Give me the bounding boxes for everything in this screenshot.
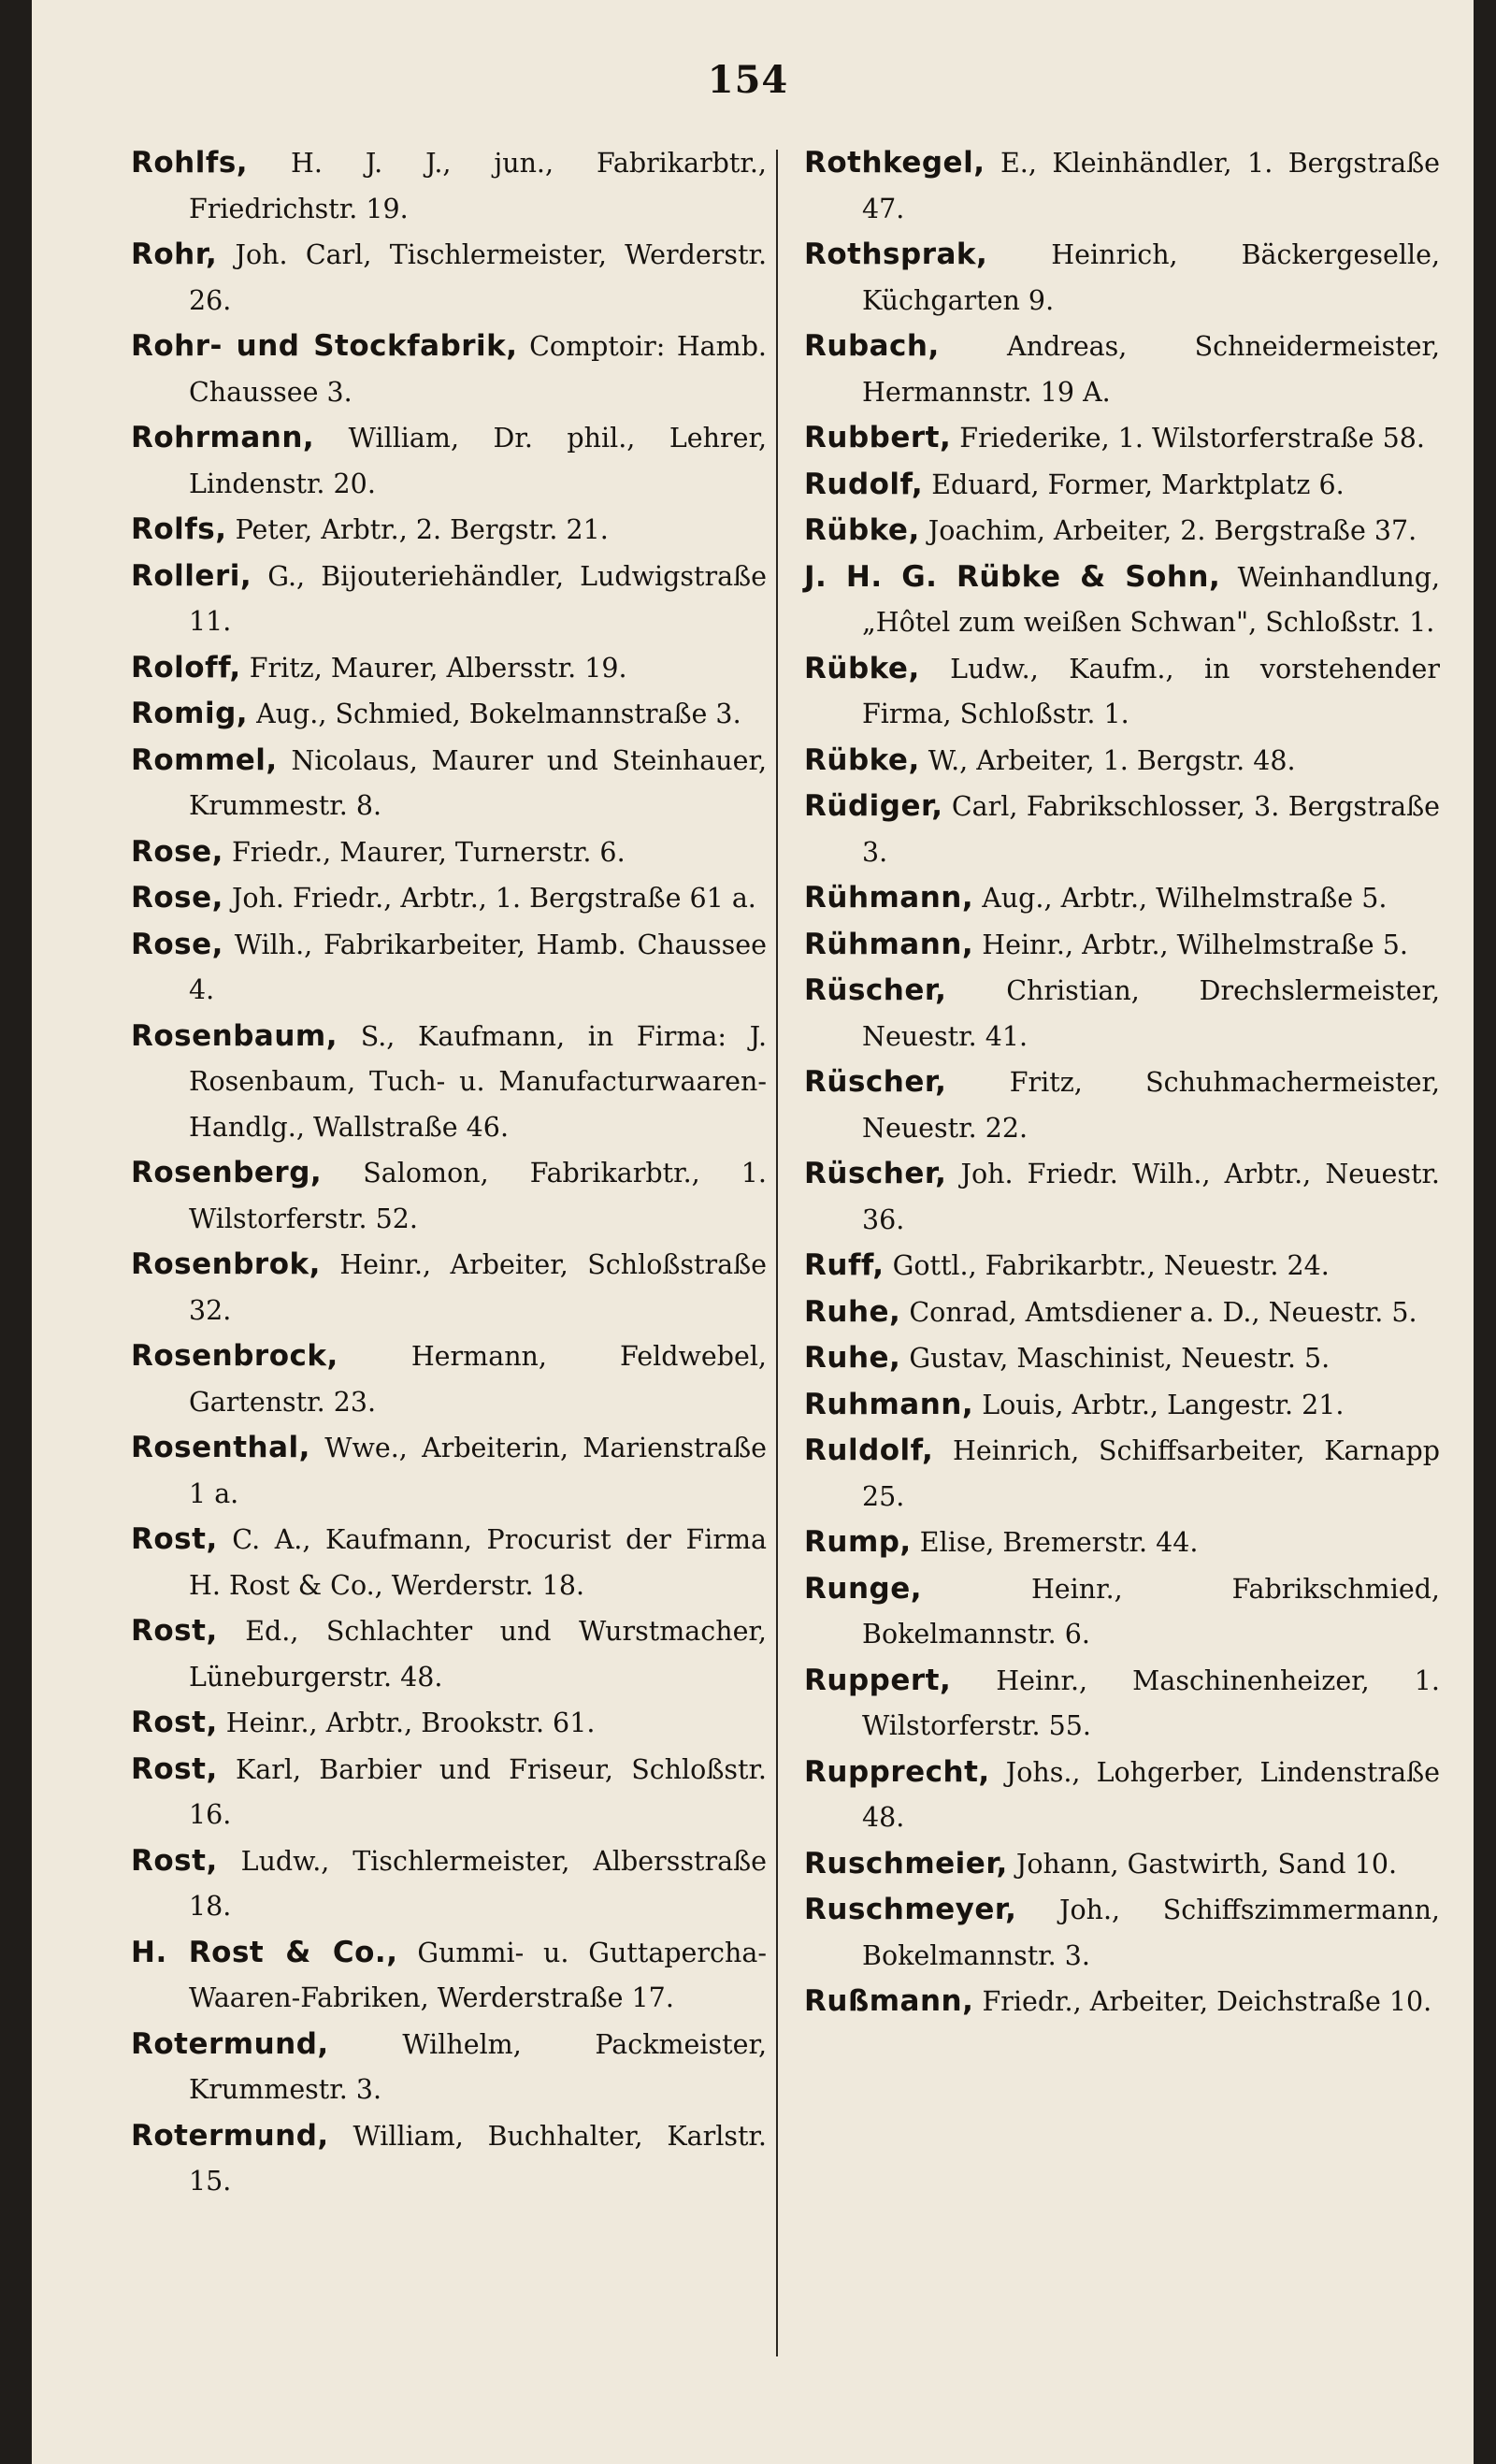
directory-entry — [804, 1335, 1440, 1382]
entry-name: Ruff, — [804, 1248, 885, 1282]
entry-name: Rubbert, — [804, 421, 952, 454]
entry-details: Wwe., Arbeiterin, Marienstraße 1 a. — [189, 1433, 767, 1509]
entry-name: Roloff, — [131, 650, 241, 684]
entry-details: Aug., Schmied, Bokelmannstraße 3. — [256, 699, 741, 729]
entry-name: Rohr, — [131, 238, 218, 271]
directory-entry — [804, 232, 1440, 324]
entry-details: Johann, Gastwirth, Sand 10. — [1015, 1848, 1398, 1880]
directory-entry — [804, 324, 1440, 415]
entry-details: Peter, Arbtr., 2. Bergstr. 21. — [235, 514, 609, 545]
entry-details: Joh. Carl, Tischlermeister, Werderstr. 26. — [189, 239, 767, 316]
entry-name: Rose, — [131, 927, 223, 961]
directory-entry — [804, 1243, 1440, 1290]
entry-details: Gustav, Maschinist, Neuestr. 5. — [909, 1343, 1331, 1374]
entry-details: William, Buchhalter, Karlstr. 15. — [189, 2120, 767, 2197]
directory-entry — [131, 691, 767, 738]
directory-entry — [804, 1750, 1440, 1841]
entry-name: Runge, — [804, 1571, 923, 1606]
left-column — [131, 140, 767, 2205]
directory-entry — [804, 1979, 1440, 2025]
entry-name: Rothkegel, — [804, 146, 985, 180]
directory-entry — [131, 415, 767, 507]
directory-entry — [804, 1566, 1440, 1658]
right-column — [804, 140, 1440, 2025]
entry-name: Rosenbrok, — [131, 1247, 321, 1281]
entry-name: Rost, — [131, 1706, 218, 1739]
entry-name: Rühmann, — [804, 927, 974, 961]
directory-entry — [804, 1658, 1440, 1750]
entry-details: Aug., Arbtr., Wilhelmstraße 5. — [982, 883, 1388, 914]
entry-details: Carl, Fabrikschlosser, 3. Bergstraße 3. — [862, 791, 1440, 868]
entry-details: Christian, Drechslermeister, Neuestr. 41. — [862, 975, 1441, 1052]
directory-entry — [131, 140, 767, 232]
directory-entry — [131, 1700, 767, 1747]
directory-entry — [804, 1290, 1440, 1336]
entry-name: Rohrmann, — [131, 421, 315, 454]
entry-details: S., Kaufmann, in Firma: J. Rosenbaum, Tuch- u. Manufacturwaaren-Handlg., Wallstraße 46. — [189, 1020, 768, 1143]
directory-entry — [804, 1841, 1440, 1888]
page-number: 154 — [707, 58, 789, 102]
entry-details: Gottl., Fabrikarbtr., Neuestr. 24. — [892, 1250, 1330, 1281]
entry-name: Rost, — [131, 1614, 218, 1648]
entry-details: Wilh., Fabrikarbeiter, Hamb. Chaussee 4. — [189, 929, 767, 1005]
entry-details: Fritz, Maurer, Albersstr. 19. — [249, 652, 627, 684]
entry-name: Ruhe, — [804, 1341, 901, 1375]
entry-name: Ruschmeyer, — [804, 1893, 1017, 1926]
entry-name: Rommel, — [131, 742, 278, 777]
entry-name: Rost, — [131, 1843, 218, 1878]
entry-details: Joh. Friedr. Wilh., Arbtr., Neuestr. 36. — [862, 1159, 1440, 1235]
entry-details: Heinr., Arbtr., Wilhelmstraße 5. — [982, 929, 1408, 960]
entry-name: Rolfs, — [131, 512, 227, 546]
directory-entry — [131, 1747, 767, 1838]
entry-details: Salomon, Fabrikarbtr., 1. Wilstorferstr. 52. — [189, 1158, 767, 1234]
entry-name: Rotermund, — [131, 2026, 329, 2061]
entry-details: Heinr., Arbeiter, Schloßstraße 32. — [189, 1249, 767, 1326]
directory-entry — [804, 415, 1440, 462]
entry-details: Johs., Lohgerber, Lindenstraße 48. — [862, 1756, 1440, 1833]
directory-entry — [131, 1333, 767, 1425]
directory-entry — [131, 2113, 767, 2205]
entry-name: Rübke, — [804, 742, 920, 777]
entry-details: Ludw., Tischlermeister, Albersstraße 18. — [189, 1845, 767, 1922]
entry-details: Andreas, Schneidermeister, Hermannstr. 19 A. — [862, 331, 1441, 408]
entry-details: Wilhelm, Packmeister, Krummestr. 3. — [189, 2028, 767, 2105]
entry-details: Eduard, Former, Marktplatz 6. — [931, 468, 1345, 500]
directory-entry — [131, 554, 767, 645]
directory-entry — [804, 508, 1440, 555]
entry-name: Ruschmeier, — [804, 1846, 1008, 1880]
directory-entry — [131, 324, 767, 415]
entry-name: Rolleri, — [131, 558, 252, 593]
entry-details: Heinr., Arbtr., Brookstr. 61. — [225, 1708, 596, 1738]
entry-name: Rump, — [804, 1525, 912, 1559]
entry-name: Rotermund, — [131, 2118, 329, 2153]
directory-entry — [131, 1517, 767, 1608]
directory-entry — [804, 1151, 1440, 1243]
directory-entry — [131, 1242, 767, 1333]
directory-entry — [804, 1382, 1440, 1429]
directory-entry — [131, 1425, 767, 1517]
entry-name: Ruhmann, — [804, 1387, 974, 1421]
directory-entry — [131, 1608, 767, 1700]
entry-name: Rose, — [131, 881, 223, 915]
entry-name: Rudolf, — [804, 467, 924, 501]
directory-entry — [804, 462, 1440, 509]
entry-details: Joh. Friedr., Arbtr., 1. Bergstraße 61 a. — [231, 883, 756, 914]
entry-details: W., Arbeiter, 1. Bergstr. 48. — [928, 744, 1296, 776]
directory-entry — [804, 646, 1440, 738]
entry-details: Friederike, 1. Wilstorferstraße 58. — [959, 423, 1425, 454]
entry-name: Romig, — [131, 697, 249, 730]
entry-name: Rohr- und Stockfabrik, — [131, 329, 518, 363]
entry-name: Rost, — [131, 1751, 218, 1786]
entry-details: Karl, Barbier und Friseur, Schloßstr. 16. — [189, 1753, 767, 1830]
entry-details: C. A., Kaufmann, Procurist der Firma H. Rost & Co., Werderstr. 18. — [189, 1524, 767, 1601]
entry-name: Rubach, — [804, 329, 940, 363]
entry-details: Ludw., Kaufm., in vorstehender Firma, Schloßstr. 1. — [862, 653, 1440, 729]
entry-name: Rost, — [131, 1522, 218, 1556]
entry-name: Ruppert, — [804, 1663, 952, 1697]
entry-details: Gummi- u. Guttapercha-Waaren-Fabriken, Werderstraße 17. — [189, 1937, 767, 2013]
directory-entry — [131, 645, 767, 692]
entry-details: Hermann, Feldwebel, Gartenstr. 23. — [189, 1341, 767, 1418]
directory-entry — [804, 738, 1440, 785]
entry-details: Joachim, Arbeiter, 2. Bergstraße 37. — [928, 515, 1417, 546]
entry-name: Rosenthal, — [131, 1431, 310, 1464]
entry-name: Rübke, — [804, 651, 920, 685]
directory-entry — [804, 784, 1440, 875]
scan-edge-right — [1474, 0, 1496, 2464]
directory-entry — [131, 1838, 767, 1930]
directory-entry — [131, 507, 767, 554]
entry-details: Elise, Bremerstr. 44. — [919, 1527, 1199, 1558]
directory-entry — [804, 1428, 1440, 1520]
entry-name: Rothsprak, — [804, 238, 988, 271]
directory-entry — [131, 1930, 767, 2022]
entry-details: G., Bijouteriehändler, Ludwigstraße 11. — [189, 560, 767, 637]
entry-name: Rüscher, — [804, 1065, 947, 1099]
scan-edge-left — [0, 0, 32, 2464]
entry-name: Rußmann, — [804, 1984, 974, 2018]
entry-details: Heinrich, Schiffsarbeiter, Karnapp 25. — [862, 1435, 1440, 1512]
directory-entry — [804, 875, 1440, 922]
entry-details: William, Dr. phil., Lehrer, Lindenstr. 20. — [189, 423, 768, 499]
entry-name: Rose, — [131, 834, 223, 869]
entry-details: Friedr., Maurer, Turnerstr. 6. — [231, 836, 626, 868]
entry-name: Ruldolf, — [804, 1434, 934, 1467]
entry-details: Comptoir: Hamb. Chaussee 3. — [189, 331, 767, 408]
entry-name: Rosenbrock, — [131, 1339, 338, 1373]
directory-entry — [804, 1520, 1440, 1566]
entry-name: Rosenberg, — [131, 1156, 323, 1189]
entry-details: Joh., Schiffszimmermann, Bokelmannstr. 3. — [862, 1895, 1440, 1971]
directory-entry — [804, 140, 1440, 232]
directory-entry — [131, 829, 767, 876]
column-divider — [776, 150, 778, 2356]
entry-name: Ruhe, — [804, 1294, 901, 1329]
entry-details: Heinr., Fabrikschmied, Bokelmannstr. 6. — [862, 1573, 1440, 1650]
directory-entry — [131, 1014, 767, 1151]
directory-entry — [804, 1059, 1440, 1151]
entry-details: Ed., Schlachter und Wurstmacher, Lüneburgerstr. 48. — [189, 1616, 767, 1693]
directory-entry — [131, 738, 767, 829]
entry-name: Rühmann, — [804, 881, 974, 915]
entry-details: Weinhandlung, „Hôtel zum weißen Schwan", Schloßstr. 1. — [862, 561, 1441, 638]
entry-details: Fritz, Schuhmachermeister, Neuestr. 22. — [862, 1067, 1441, 1144]
entry-name: Rüscher, — [804, 1157, 947, 1190]
entry-details: E., Kleinhändler, 1. Bergstraße 47. — [862, 148, 1441, 224]
directory-entry — [131, 2022, 767, 2113]
entry-name: Rüdiger, — [804, 789, 943, 823]
directory-entry — [804, 1887, 1440, 1979]
entry-name: Rohlfs, — [131, 146, 249, 180]
entry-details: Nicolaus, Maurer und Steinhauer, Krummestr. 8. — [189, 744, 768, 821]
entry-name: J. H. G. Rübke & Sohn, — [804, 559, 1221, 594]
entry-details: Heinr., Maschinenheizer, 1. Wilstorferstr. 55. — [862, 1664, 1440, 1741]
entry-name: H. Rost & Co., — [131, 1935, 398, 1969]
entry-details: Heinrich, Bäckergeselle, Küchgarten 9. — [862, 239, 1440, 316]
entry-name: Rübke, — [804, 513, 920, 547]
entry-details: Friedr., Arbeiter, Deichstraße 10. — [982, 1986, 1432, 2017]
entry-name: Rosenbaum, — [131, 1018, 338, 1053]
directory-entry — [131, 232, 767, 324]
directory-entry — [804, 555, 1440, 646]
directory-entry — [804, 922, 1440, 969]
entry-details: Conrad, Amtsdiener a. D., Neuestr. 5. — [909, 1296, 1417, 1328]
directory-entry — [804, 968, 1440, 1059]
directory-entry — [131, 875, 767, 922]
directory-entry — [131, 1150, 767, 1242]
entry-details: H. J. J., jun., Fabrikarbtr., Friedrichstr. 19. — [189, 148, 767, 224]
directory-entry — [131, 922, 767, 1014]
entry-details: Louis, Arbtr., Langestr. 21. — [982, 1389, 1345, 1420]
entry-name: Rüscher, — [804, 973, 947, 1007]
entry-name: Rupprecht, — [804, 1754, 990, 1789]
